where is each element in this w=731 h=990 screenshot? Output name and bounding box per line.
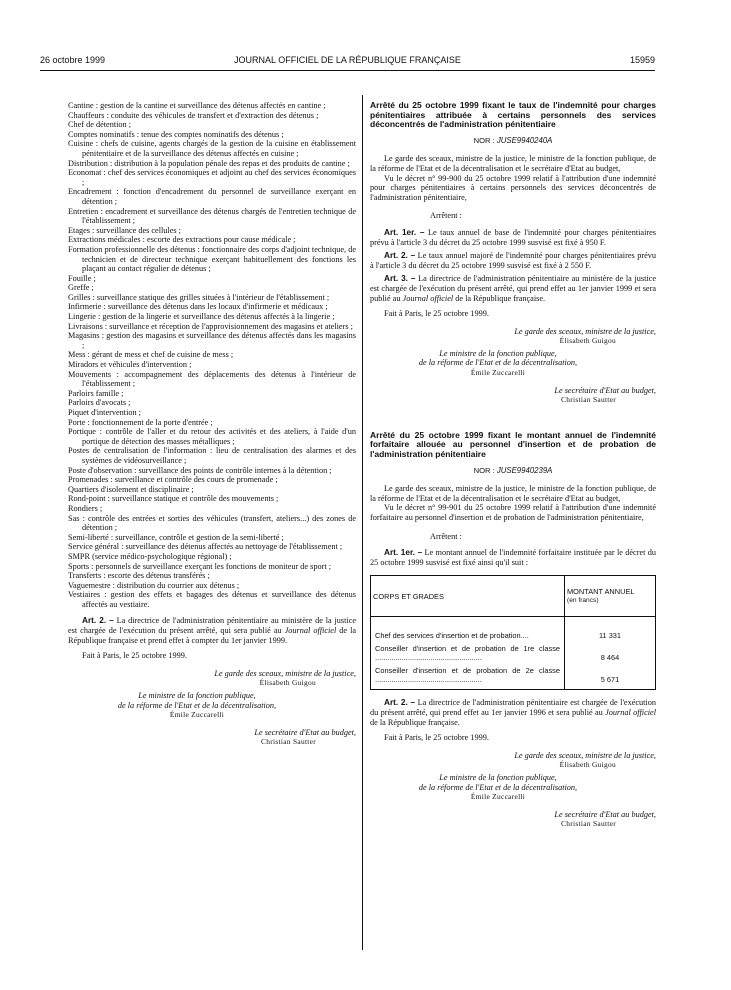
list-item: Cantine : gestion de la cantine et surveillance des détenus affectés en cantine ;	[68, 101, 326, 110]
left-sig3-role: Le secrétaire d'Etat au budget,	[254, 727, 356, 737]
list-item: Sas : contrôle des entrées et sorties des véhicules (transfert, ateliers...) des zones de détention ;	[68, 513, 356, 533]
table-row: Conseiller d'insertion et de probation de 1re classe .................................................... 8 464	[371, 642, 656, 664]
arrete1-fait: Fait à Paris, le 25 octobre 1999.	[384, 309, 489, 319]
list-item: Chef de détention ;	[68, 120, 132, 130]
list-item: Distribution : distribution à la population pénale des repas et des produits de cantine ;	[68, 158, 350, 168]
arrete2-p1: Le garde des sceaux, ministre de la justice, le ministre de la fonction publique, de la réforme de l'Etat et de la décentralisation et le secrétaire d'Etat au budget,	[370, 484, 656, 503]
header-rule	[40, 70, 655, 71]
arrete1-art1: Art. 1er. – Le taux annuel de base de l'indemnité pour charges pénitentiaires prévu à l'article 3 du décret du 25 octobre 1999 susvisé est fixé à 950 F.	[370, 227, 656, 247]
header-date: 26 octobre 1999	[40, 55, 106, 65]
arrete1-sig3-role: Le secrétaire d'Etat au budget,	[554, 385, 656, 395]
list-item: Semi-liberté : surveillance, contrôle et gestion de la semi-liberté ;	[68, 532, 284, 542]
arrete1-sig2-name: Émile Zuccarelli	[470, 368, 526, 378]
page-header	[40, 55, 655, 69]
list-item: Quartiers d'isolement et disciplinaire ;	[68, 484, 194, 494]
list-item: Magasins : gestion des magasins et surveillance des détenus affectés dans les magasins ;	[68, 331, 356, 350]
list-item: Service général : surveillance des détenus affectés au nettoyage de l'établissement ;	[68, 542, 343, 552]
arrete1-sig3-name: Christian Sautter	[561, 395, 616, 405]
table-row: Chef des services d'insertion et de probation.... 11 331	[371, 617, 656, 643]
table-row: Conseiller d'insertion et de probation de 2e classe .................................................... 5 671	[371, 664, 656, 690]
arrete2-sig2-role-b: de la réforme de l'Etat et de la décentralisation,	[418, 782, 578, 792]
left-sig2-role-a: Le ministre de la fonction publique,	[138, 691, 256, 701]
arrete2-sig1-name: Élisabeth Guigou	[559, 760, 616, 770]
arrete2-sig2-name: Émile Zuccarelli	[470, 792, 526, 802]
page-number: 15959	[629, 55, 655, 65]
list-item: Mess : gérant de mess et chef de cuisine de mess ;	[68, 350, 234, 360]
list-item: Encadrement : fonction d'encadrement du personnel de surveillance exerçant en détention ;	[68, 187, 356, 206]
list-item: Rondiers ;	[68, 503, 103, 513]
table-header-amount: MONTANT ANNUEL (en francs)	[565, 576, 656, 617]
function-list	[68, 101, 356, 609]
amounts-table	[370, 575, 656, 690]
list-item: Mouvements : accompagnement des déplacements des détenus à l'intérieur de l'établissement ;	[68, 369, 356, 389]
list-item: Entretien : encadrement et surveillance des détenus chargés de l'entretien technique de l'établissement ;	[68, 206, 356, 226]
list-item: SMPR (service médico-psychologique régional) ;	[68, 551, 232, 561]
list-item: Parloirs d'avocats ;	[68, 398, 131, 408]
arrete1-sig2-role-a: Le ministre de la fonction publique,	[439, 348, 557, 358]
arrete1-p1: Le garde des sceaux, ministre de la justice, le ministre de la fonction publique, de la réforme de l'Etat et de la décentralisation et le secrétaire d'Etat au budget,	[370, 154, 656, 173]
list-item: Etages : surveillance des cellules ;	[68, 225, 181, 235]
arrete2-title: Arrêté du 25 octobre 1999 fixant le montant annuel de l'indemnité forfaitaire allouée au personnel d'insertion et de probation de l'administration pénitentiaire	[370, 429, 656, 460]
left-sig1-name: Élisabeth Guigou	[259, 678, 316, 688]
left-column	[68, 101, 356, 747]
arrete2-art2: Art. 2. – La directrice de l'administration pénitentiaire est chargée de l'exécution du présent arrêté, qui prend effet au 1er janvier 1996 et sera publié au Journal officiel de la République française.	[370, 698, 657, 727]
arrete1-arretent: Arrêtent :	[430, 211, 462, 221]
list-item: Miradors et véhicules d'intervention ;	[68, 360, 192, 370]
column-divider	[362, 95, 363, 950]
list-item: Chauffeurs : conduite des véhicules de transfert et d'extraction des détenus ;	[68, 110, 319, 120]
list-item: Parloirs famille ;	[68, 388, 124, 398]
left-sig2-name: Émile Zuccarelli	[169, 710, 225, 720]
arrete2-arretent: Arrêtent :	[430, 531, 462, 541]
arrete1-p2: Vu le décret n° 99-900 du 25 octobre 1999 relatif à l'attribution d'une indemnité pour charges pénitentiaires à certains personnels des services déconcentrés de l'administration pénitentiaire,	[370, 173, 656, 202]
list-item: Poste d'observation : surveillance des points de contrôle internes à la détention ;	[68, 465, 332, 475]
list-item: Comptes nominatifs : tenue des comptes nominatifs des détenus ;	[68, 129, 284, 139]
list-item: Extractions médicales : escorte des extractions pour cause médicale ;	[68, 235, 296, 245]
arrete2-fait: Fait à Paris, le 25 octobre 1999.	[384, 733, 489, 743]
list-item: Lingerie : gestion de la lingerie et surveillance des détenus affectés à la lingerie ;	[68, 312, 335, 322]
list-item: Cuisine : chefs de cuisine, agents chargés de la gestion de la cuisine en établissement pénitentiaire et de la surveillance des détenus affectés en cuisine ;	[68, 139, 356, 158]
arrete2-sig3-name: Christian Sautter	[561, 819, 616, 829]
arrete1-sig1-role: Le garde des sceaux, ministre de la justice,	[514, 326, 656, 336]
arrete1-art2: Art. 2. – Le taux annuel majoré de l'indemnité pour charges pénitentiaires prévu à l'article 3 du décret du 25 octobre 1999 susvisé est fixé à 2 550 F.	[370, 251, 657, 270]
arrete2-nor: NOR : JUSE9940239A	[473, 465, 553, 475]
arrete2-p2: Vu le décret n° 99-901 du 25 octobre 1999 relatif à l'attribution d'une indemnité forfaitaire au personnel d'insertion et de probation de l'administration pénitentiaire,	[370, 503, 656, 522]
list-item: Postes de centralisation de l'information : lieu de centralisation des alarmes et des systèmes de vidéosurveillance ;	[68, 446, 356, 465]
arrete1-sig2-role-b: de la réforme de l'Etat et de la décentralisation,	[418, 358, 578, 368]
left-sig1-role: Le garde des sceaux, ministre de la justice,	[214, 668, 356, 678]
right-column	[370, 101, 656, 829]
arrete1-sig1-name: Élisabeth Guigou	[559, 336, 616, 346]
list-item: Livraisons : surveillance et réception de l'approvisionnement des magasins et ateliers ;	[68, 321, 353, 331]
list-item: Rond-point : surveillance statique et contrôle des mouvements ;	[68, 494, 279, 504]
arrete1-title: Arrêté du 25 octobre 1999 fixant le taux de l'indemnité pour charges pénitentiaires attribuée à certains personnels des services déconcentrés de l'administration pénitentiaire	[370, 100, 656, 130]
list-item: Transferts : escorte des détenus transférés ;	[68, 571, 210, 581]
list-item: Formation professionnelle des détenus : fonctionnaire des corps d'adjoint technique, de technicien et de directeur technique exerçant habituellement des fonctions les plaçant au contact régulier de détenus ;	[68, 244, 356, 274]
arrete2-sig1-role: Le garde des sceaux, ministre de la justice,	[514, 750, 656, 760]
left-fait: Fait à Paris, le 25 octobre 1999.	[82, 651, 187, 661]
arrete1-nor: NOR : JUSE9940240A	[473, 135, 553, 145]
left-art2: Art. 2. – La directrice de l'administration pénitentiaire au ministère de la justice est chargée de l'exécution du présent arrêté, qui sera publié au Journal officiel de la République française et prend effet à compter du 1er janvier 1999.	[68, 616, 357, 645]
arrete2-sig2-role-a: Le ministre de la fonction publique,	[439, 772, 557, 782]
list-item: Vaguemestre : distribution du courrier aux détenus ;	[68, 580, 240, 590]
left-sig3-name: Christian Sautter	[261, 737, 316, 747]
list-item: Sports : personnels de surveillance exerçant les fonctions de moniteur de sport ;	[68, 561, 332, 571]
journal-title: JOURNAL OFFICIEL DE LA RÉPUBLIQUE FRANÇAISE	[234, 55, 461, 65]
list-item: Porte : fonctionnement de la porte d'entrée ;	[68, 417, 213, 427]
list-item: Portique : contrôle de l'aller et du retour des activités et des ateliers, à l'aide d'un portique de détection des masses métalliques ;	[68, 427, 356, 446]
list-item: Greffe ;	[68, 283, 94, 293]
list-item: Promenades : surveillance et contrôle des cours de promenade ;	[68, 475, 278, 485]
list-item: Piquet d'intervention ;	[68, 408, 141, 417]
left-sig2-role-b: de la réforme de l'Etat et de la décentralisation,	[117, 700, 277, 710]
list-item: Fouille ;	[68, 273, 96, 283]
list-item: Economat : chef des services économiques et adjoint au chef des services économiques ;	[68, 168, 356, 187]
table-header-grades: CORPS ET GRADES	[371, 576, 565, 617]
list-item: Vestiaires : gestion des effets et bagages des détenus et surveillance des détenus affectés au vestiaire.	[68, 590, 356, 609]
list-item: Infirmerie : surveillance des détenus dans les locaux d'infirmerie et médicaux ;	[68, 302, 328, 312]
arrete1-art3: Art. 3. – La directrice de l'administration pénitentiaire au ministère de la justice est chargée de l'exécution du présent arrêté, qui prend effet au 1er janvier 1999 et sera publié au Journal officiel de la République française.	[370, 274, 657, 303]
list-item: Grilles : surveillance statique des grilles situées à l'intérieur de l'établissement ;	[68, 292, 330, 302]
arrete2-art1: Art. 1er. – Le montant annuel de l'indemnité forfaitaire instituée par le décret du 25 octobre 1999 susvisé est fixé ainsi qu'il suit :	[370, 548, 657, 567]
arrete2-sig3-role: Le secrétaire d'Etat au budget,	[554, 809, 656, 819]
